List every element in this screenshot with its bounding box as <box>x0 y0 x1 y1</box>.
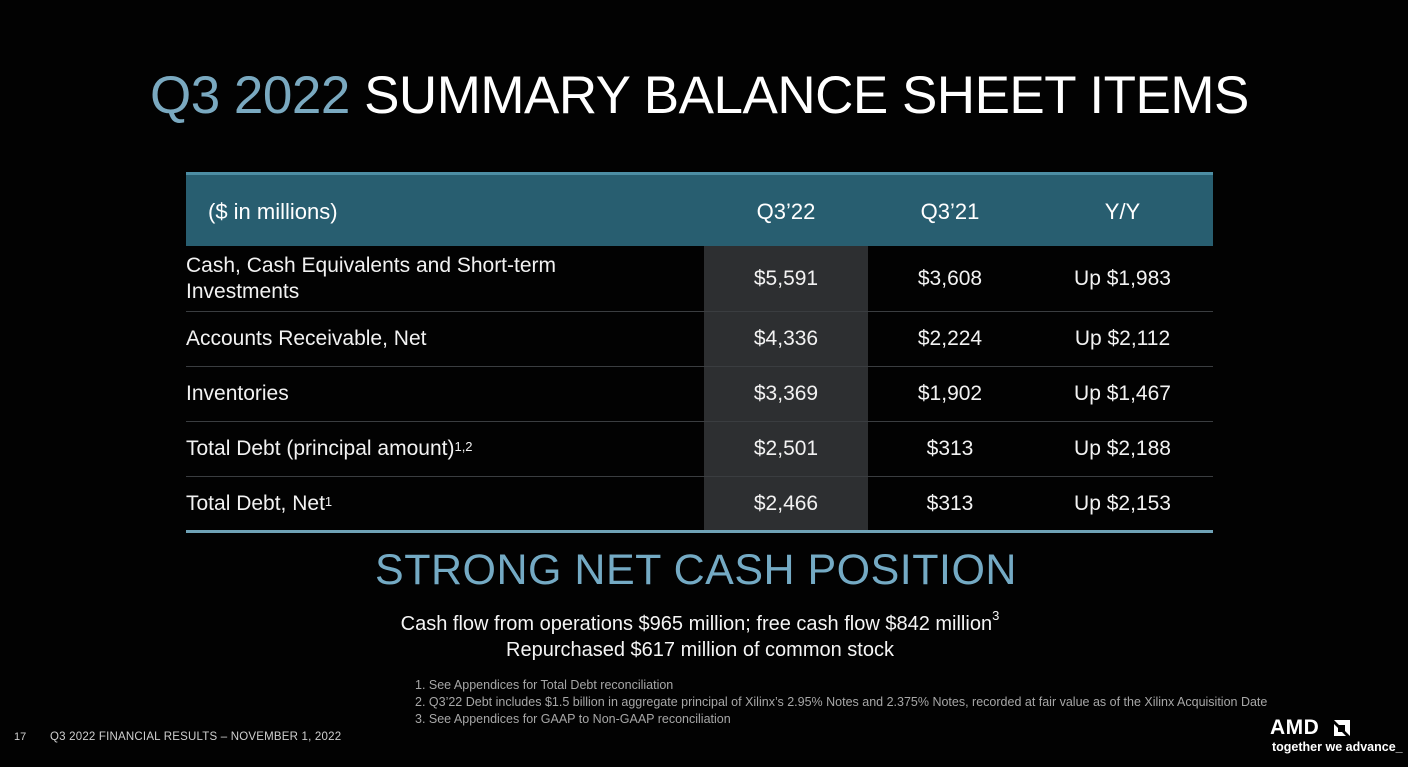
row-label: Total Debt, Net $^1$ <box>186 491 333 515</box>
row-label: Accounts Receivable, Net <box>186 327 427 350</box>
balance-sheet-table <box>186 172 1213 533</box>
row-yy: Up $2,112 <box>1074 327 1171 350</box>
row-q322: $4,336 <box>753 327 819 350</box>
row-q322: $3,369 <box>753 382 819 405</box>
row-q321: $3,608 <box>917 266 983 290</box>
row-yy: Up $2,153 <box>1074 491 1171 515</box>
footnote-2: 2. Q3’22 Debt includes $1.5 billion in aggregate principal of Xilinx’s 2.95% Notes and 2.375% Notes, recorded at fair value as of the Xilinx Acquisition Date <box>415 695 1268 709</box>
title-accent: Q3 2022 <box>150 66 350 125</box>
row-yy: Up $1,467 <box>1074 382 1171 405</box>
page-number: 17 <box>14 731 27 743</box>
table-row <box>186 367 1213 422</box>
footnote-1: 1. See Appendices for Total Debt reconciliation <box>415 678 674 692</box>
amd-arrow-icon <box>1334 720 1350 736</box>
body-line-cash-flow: Cash flow from operations $965 million; free cash flow $842 million$^3$ <box>400 608 1000 635</box>
row-label: Inventories <box>186 382 289 405</box>
footnotes <box>415 677 1345 728</box>
row-q322: $2,501 <box>753 437 819 460</box>
logo-wordmark: AMD <box>1270 716 1320 739</box>
header-units: ($ in millions) <box>208 199 338 224</box>
header-q321: Q3’21 <box>920 199 980 224</box>
header-q322: Q3’22 <box>756 199 816 224</box>
table-row <box>186 246 1213 312</box>
row-q321: $2,224 <box>917 327 983 350</box>
footnote-3: 3. See Appendices for GAAP to Non-GAAP reconciliation <box>415 712 731 726</box>
row-q322: $5,591 <box>753 266 819 290</box>
subheading: STRONG NET CASH POSITION <box>375 546 1017 594</box>
amd-logo <box>1270 716 1403 760</box>
row-yy: Up $1,983 <box>1074 266 1171 290</box>
row-q321: $313 <box>926 491 974 515</box>
header-yy: Y/Y <box>1104 199 1141 224</box>
row-q322: $2,466 <box>753 491 819 515</box>
slide-title <box>150 64 1249 128</box>
row-yy: Up $2,188 <box>1074 437 1171 460</box>
body-line-repurchase: Repurchased $617 million of common stock <box>506 639 894 661</box>
logo-tagline: together we advance_ <box>1272 740 1403 754</box>
table-row <box>186 477 1213 533</box>
table-row <box>186 422 1213 477</box>
table-row <box>186 312 1213 367</box>
table-header-row <box>186 172 1213 246</box>
body-footnote-ref: 3 <box>992 608 1000 624</box>
footer-text: Q3 2022 FINANCIAL RESULTS – NOVEMBER 1, 2022 <box>50 731 342 743</box>
row-label: Cash, Cash Equivalents and Short-term Investments <box>186 253 557 303</box>
title-main: SUMMARY BALANCE SHEET ITEMS <box>364 66 1249 125</box>
row-q321: $313 <box>926 437 974 460</box>
row-label: Total Debt (principal amount) $^{1,2}$ <box>186 437 473 460</box>
row-q321: $1,902 <box>917 382 983 405</box>
